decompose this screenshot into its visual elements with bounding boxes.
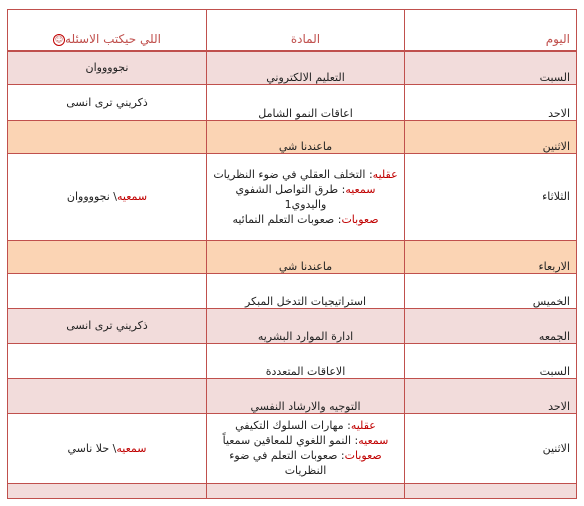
- row-day: الجمعه: [405, 308, 577, 343]
- table-row: [8, 153, 577, 240]
- subject-line: [213, 167, 398, 182]
- row-subject: التوجيه والارشاد النفسي: [207, 378, 405, 413]
- row-question-writer: [8, 273, 207, 308]
- subject-line-text: : النمو اللغوي للمعاقين سمعياً: [222, 434, 359, 447]
- subject-line-text: : مهارات السلوك التكيفي: [235, 419, 351, 432]
- row-question-writer: نجووووان: [8, 51, 207, 84]
- row-subject: استراتيجيات التدخل المبكر: [207, 273, 405, 308]
- subject-line-label: عقليه: [350, 419, 376, 432]
- row-subject-multi: [207, 153, 405, 240]
- writer-name: \ حلا ناسي: [67, 441, 117, 455]
- row-day: الاحد: [405, 84, 577, 120]
- table-row: [8, 120, 577, 153]
- row-question-writer: [8, 120, 207, 153]
- row-day: الاحد: [405, 378, 577, 413]
- row-day: الاثنين: [405, 413, 577, 483]
- row-subject: التعليم الالكتروني: [207, 51, 405, 84]
- writer-label: سمعيه: [116, 441, 147, 455]
- subject-line: [213, 448, 398, 478]
- table-row: [8, 51, 577, 84]
- subject-line-label: سمعيه: [358, 434, 389, 447]
- empty-cell: [8, 483, 207, 498]
- row-question-writer: [8, 378, 207, 413]
- table-row: [8, 273, 577, 308]
- subject-line: [213, 212, 398, 227]
- header-subject: المادة: [207, 10, 405, 52]
- row-question-writer: [8, 153, 207, 240]
- row-day: السبت: [405, 343, 577, 378]
- subject-line-label: صعوبات: [341, 212, 379, 226]
- writer-label: سمعيه: [117, 190, 148, 203]
- schedule-table: [7, 9, 577, 499]
- header-row: [8, 10, 577, 52]
- empty-cell: [405, 483, 577, 498]
- smile-icon: ☺: [54, 34, 64, 44]
- row-day: الخميس: [405, 273, 577, 308]
- subject-line: [213, 182, 398, 212]
- subject-line-label: سمعيه: [345, 182, 376, 196]
- row-subject: ادارة الموارد البشريه: [207, 308, 405, 343]
- row-question-writer: [8, 240, 207, 273]
- subject-line: [213, 433, 398, 448]
- row-question-writer: [8, 343, 207, 378]
- row-question-writer: [8, 413, 207, 483]
- header-questions-label: اللي حيكتب الاسئله: [65, 32, 161, 46]
- row-subject: ماعندنا شي: [207, 240, 405, 273]
- row-day: السبت: [405, 51, 577, 84]
- subject-line-text: : التخلف العقلي في ضوء النظريات: [213, 167, 373, 181]
- subject-line-label: عقليه: [372, 167, 398, 181]
- table-row: [8, 308, 577, 343]
- row-day: الاربعاء: [405, 240, 577, 273]
- writer-name: \ نجووووان: [66, 190, 117, 203]
- schedule-wrapper: [7, 9, 576, 499]
- subject-line-text: : صعوبات التعلم في ضوء النظريات: [229, 449, 345, 477]
- table-row-empty: [8, 483, 577, 498]
- subject-line: [213, 418, 398, 433]
- table-row: [8, 240, 577, 273]
- row-subject: الاعاقات المتعددة: [207, 343, 405, 378]
- subject-line-text: : طرق التواصل الشفوي واليدوي1: [235, 182, 346, 211]
- empty-cell: [207, 483, 405, 498]
- row-day: الثلاثاء: [405, 153, 577, 240]
- row-subject: اعاقات النمو الشامل: [207, 84, 405, 120]
- header-questions: [8, 10, 207, 52]
- table-row: [8, 378, 577, 413]
- table-row: [8, 84, 577, 120]
- table-row: [8, 413, 577, 483]
- subject-line-text: : صعوبات التعلم النمائيه: [232, 212, 342, 226]
- row-subject: ماعندنا شي: [207, 120, 405, 153]
- row-question-writer: ذكريني ترى انسى: [8, 308, 207, 343]
- header-day: اليوم: [405, 10, 577, 52]
- table-row: [8, 343, 577, 378]
- row-subject-multi: [207, 413, 405, 483]
- row-question-writer: ذكريني ترى انسى: [8, 84, 207, 120]
- row-day: الاثنين: [405, 120, 577, 153]
- subject-line-label: صعوبات: [344, 449, 382, 462]
